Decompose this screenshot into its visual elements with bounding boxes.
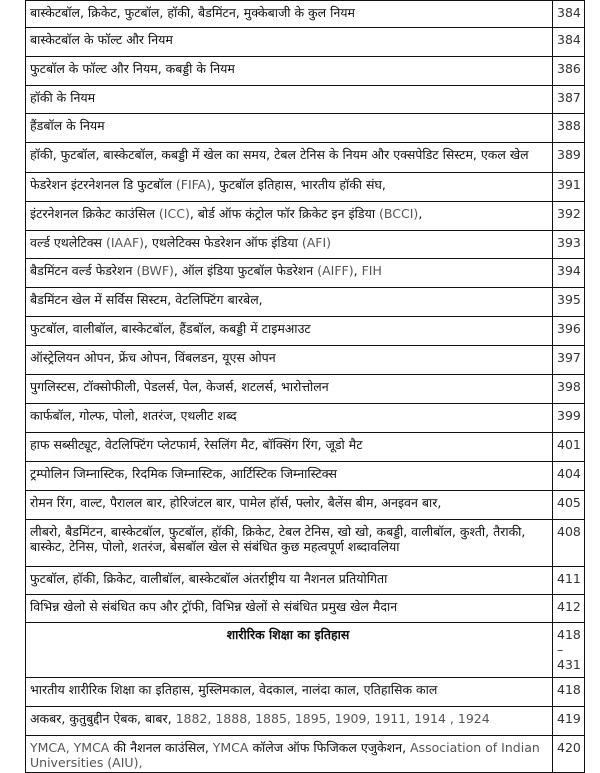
index-row bbox=[26, 288, 585, 317]
page-number: 418 – 431 bbox=[553, 623, 585, 678]
index-row bbox=[26, 736, 585, 773]
page-number: 395 bbox=[553, 288, 585, 317]
topic-text: अकबर, कुतुबुद्दीन ऐबक, बाबर, bbox=[30, 711, 176, 726]
topic-cell bbox=[26, 491, 553, 520]
index-row bbox=[26, 462, 585, 491]
section-heading-text bbox=[26, 623, 553, 678]
index-row bbox=[26, 346, 585, 375]
index-row bbox=[26, 28, 585, 57]
topic-text: भारतीय शारीरिक शिक्षा का इतिहास, मुस्लिमकाल, वेदकाल, नालंदा काल, एतिहासिक काल bbox=[30, 682, 438, 697]
topic-cell bbox=[26, 202, 553, 231]
topic-cell bbox=[26, 736, 553, 773]
topic-text: , ऑल इंडिया फुटबॉल फेडरेशन bbox=[173, 263, 318, 278]
index-sheet bbox=[25, 0, 581, 773]
topic-cell bbox=[26, 86, 553, 114]
contents-table bbox=[25, 0, 585, 773]
topic-text: इंटरनेशनल क्रिकेट काउंसिल bbox=[30, 206, 159, 221]
topic-cell bbox=[26, 404, 553, 433]
page-number: 405 bbox=[553, 491, 585, 520]
index-row bbox=[26, 1, 585, 28]
index-row bbox=[26, 433, 585, 462]
topic-text: YMCA bbox=[212, 740, 249, 755]
index-row bbox=[26, 86, 585, 114]
topic-text: ट्रम्पोलिन जिम्नास्टिक, रिदमिक जिम्नास्टिक, आर्टिस्टिक जिम्नास्टिक्स bbox=[30, 466, 337, 481]
topic-text: (FIFA) bbox=[175, 177, 212, 192]
topic-text: विभिन्न खेलो से संबंधित कप और ट्रॉफी, विभिन्न खेलों से संबंधित प्रमुख खेल मैदान bbox=[30, 599, 398, 614]
topic-text: , bbox=[353, 263, 362, 278]
page-number: 387 bbox=[553, 86, 585, 114]
page-number: 384 bbox=[553, 28, 585, 57]
topic-cell bbox=[26, 462, 553, 491]
topic-cell bbox=[26, 114, 553, 143]
page-number: 419 bbox=[553, 707, 585, 736]
index-row bbox=[26, 231, 585, 259]
topic-text: लीबरो, बैडमिंटन, बास्केटबॉल, फुटबॉल, हॉकी, क्रिकेट, टेबल टेनिस, खो खो, कबड्डी, वालीबॉल, कुश्ती, तैराकी, बास्केट, टेनिस, पोलो, शतरंज, बेसबॉल खेल से संबंधित कुछ महत्वपूर्ण शब्दावलिया bbox=[30, 524, 526, 554]
topic-text: फुटबॉल, वालीबॉल, बास्केटबॉल, हैंडबॉल, कबड्डी में टाइमआउट bbox=[30, 321, 311, 336]
topic-text: हॉकी के नियम bbox=[30, 90, 96, 105]
topic-text: (IAAF) bbox=[105, 235, 145, 250]
page-number: 396 bbox=[553, 317, 585, 346]
topic-text: शारीरिक शिक्षा का इतिहास bbox=[226, 627, 350, 642]
topic-cell bbox=[26, 433, 553, 462]
page-number: 388 bbox=[553, 114, 585, 143]
page-number: 397 bbox=[553, 346, 585, 375]
topic-cell bbox=[26, 1, 553, 28]
index-row bbox=[26, 173, 585, 202]
page-number: 391 bbox=[553, 173, 585, 202]
index-row bbox=[26, 57, 585, 86]
index-row bbox=[26, 707, 585, 736]
topic-text: , एथलेटिक्स फेडरेशन ऑफ इंडिया bbox=[144, 235, 302, 250]
topic-text: Association of Indian Universities (AIU), bbox=[30, 740, 540, 770]
topic-cell bbox=[26, 595, 553, 623]
index-row bbox=[26, 143, 585, 173]
index-row bbox=[26, 259, 585, 288]
topic-cell bbox=[26, 520, 553, 567]
topic-text: रोमन रिंग, वाल्ट, पैरालल बार, होरिजंटल बार, पामेल हॉर्स, फ्लोर, बैलेंस बीम, अनइवन बार, bbox=[30, 495, 442, 510]
index-row bbox=[26, 595, 585, 623]
topic-cell bbox=[26, 231, 553, 259]
topic-cell bbox=[26, 567, 553, 595]
index-row bbox=[26, 317, 585, 346]
page-number: 420 bbox=[553, 736, 585, 773]
topic-text: (BWF) bbox=[136, 263, 174, 278]
topic-text: फुटबॉल, हॉकी, क्रिकेट, वालीबॉल, बास्केटबॉल अंतर्राष्ट्रीय या नैशनल प्रतियोगिता bbox=[30, 571, 388, 586]
topic-text: फुटबॉल के फॉल्ट और नियम, कबड्डी के नियम bbox=[30, 61, 235, 76]
topic-text: , bbox=[418, 206, 423, 221]
index-row bbox=[26, 491, 585, 520]
topic-cell bbox=[26, 143, 553, 173]
topic-cell bbox=[26, 259, 553, 288]
page-number: 401 bbox=[553, 433, 585, 462]
index-row bbox=[26, 404, 585, 433]
index-row bbox=[26, 375, 585, 404]
page-number: 392 bbox=[553, 202, 585, 231]
topic-text: (AIFF) bbox=[317, 263, 354, 278]
topic-text: कॉलेज ऑफ फिजिकल एजुकेशन, bbox=[248, 740, 411, 755]
topic-cell bbox=[26, 173, 553, 202]
index-row bbox=[26, 520, 585, 567]
topic-text: पुगलिस्टस, टॉक्सोफीली, पेडलर्स, पेल, केजर्स, शटलर्स, भारोत्तोलन bbox=[30, 379, 329, 394]
page-number: 389 bbox=[553, 143, 585, 173]
topic-cell bbox=[26, 288, 553, 317]
topic-cell bbox=[26, 678, 553, 707]
page-number: 384 bbox=[553, 1, 585, 28]
index-row bbox=[26, 678, 585, 707]
page-number: 399 bbox=[553, 404, 585, 433]
topic-text: हॉकी, फुटबॉल, बास्केटबॉल, कबड्डी में खेल का समय, टेबल टेनिस के नियम और एक्सपेडिट सिस्टम, एकल खेल bbox=[30, 147, 529, 162]
contents-rows bbox=[26, 1, 585, 773]
page-number: 398 bbox=[553, 375, 585, 404]
topic-text: बास्केटबॉल, क्रिकेट, फुटबॉल, हॉकी, बैडमिंटन, मुक्केबाजी के कुल नियम bbox=[30, 5, 356, 20]
page-number: 408 bbox=[553, 520, 585, 567]
index-row bbox=[26, 114, 585, 143]
page-number: 386 bbox=[553, 57, 585, 86]
topic-cell bbox=[26, 317, 553, 346]
topic-text: हैंडबॉल के नियम bbox=[30, 118, 105, 133]
topic-text: ऑस्ट्रेलियन ओपन, फ्रेंच ओपन, विंबलडन, यूएस ओपन bbox=[30, 350, 276, 365]
page-number: 394 bbox=[553, 259, 585, 288]
index-row bbox=[26, 202, 585, 231]
topic-text: (ICC) bbox=[158, 206, 190, 221]
topic-text: फेडरेशन इंटरनेशनल डि फुटबॉल bbox=[30, 177, 176, 192]
topic-text: वर्ल्ड एथलेटिक्स bbox=[30, 235, 106, 250]
topic-text: कार्फबॉल, गोल्फ, पोलो, शतरंज, एथलीट शब्द bbox=[30, 408, 237, 423]
page-number: 412 bbox=[553, 595, 585, 623]
topic-text: , फुटबॉल इतिहास, भारतीय हॉकी संघ, bbox=[211, 177, 386, 192]
topic-cell bbox=[26, 57, 553, 86]
topic-text: बास्केटबॉल के फॉल्ट और नियम bbox=[30, 32, 173, 47]
topic-text: (BCCI) bbox=[379, 206, 419, 221]
topic-cell bbox=[26, 346, 553, 375]
topic-cell bbox=[26, 28, 553, 57]
page-number: 411 bbox=[553, 567, 585, 595]
section-heading-row bbox=[26, 623, 585, 678]
index-row bbox=[26, 567, 585, 595]
topic-text: बैडमिंटन खेल में सर्विस सिस्टम, वेटलिफ्टिंग बारबेल, bbox=[30, 292, 263, 307]
topic-text: बैडमिंटन वर्ल्ड फेडरेशन bbox=[30, 263, 137, 278]
topic-text: 1882, 1888, 1885, 1895, 1909, 1911, 1914 , 1924 bbox=[175, 711, 490, 726]
page-number: 418 bbox=[553, 678, 585, 707]
topic-cell bbox=[26, 375, 553, 404]
page-number: 393 bbox=[553, 231, 585, 259]
topic-text: , बोर्ड ऑफ कंट्रोल फॉर क्रिकेट इन इंडिया bbox=[189, 206, 380, 221]
topic-text: (AFI) bbox=[301, 235, 332, 250]
topic-text: हाफ सब्सीट्यूट, वेटलिफ्टिंग प्लेटफार्म, रेसलिंग मैट, बॉक्सिंग रिंग, जूडो मैट bbox=[30, 437, 363, 452]
topic-text: FIH bbox=[361, 263, 382, 278]
page-number: 404 bbox=[553, 462, 585, 491]
topic-cell bbox=[26, 707, 553, 736]
topic-text: YMCA, YMCA bbox=[30, 740, 110, 755]
topic-text: की नैशनल काउंसिल, bbox=[109, 740, 213, 755]
